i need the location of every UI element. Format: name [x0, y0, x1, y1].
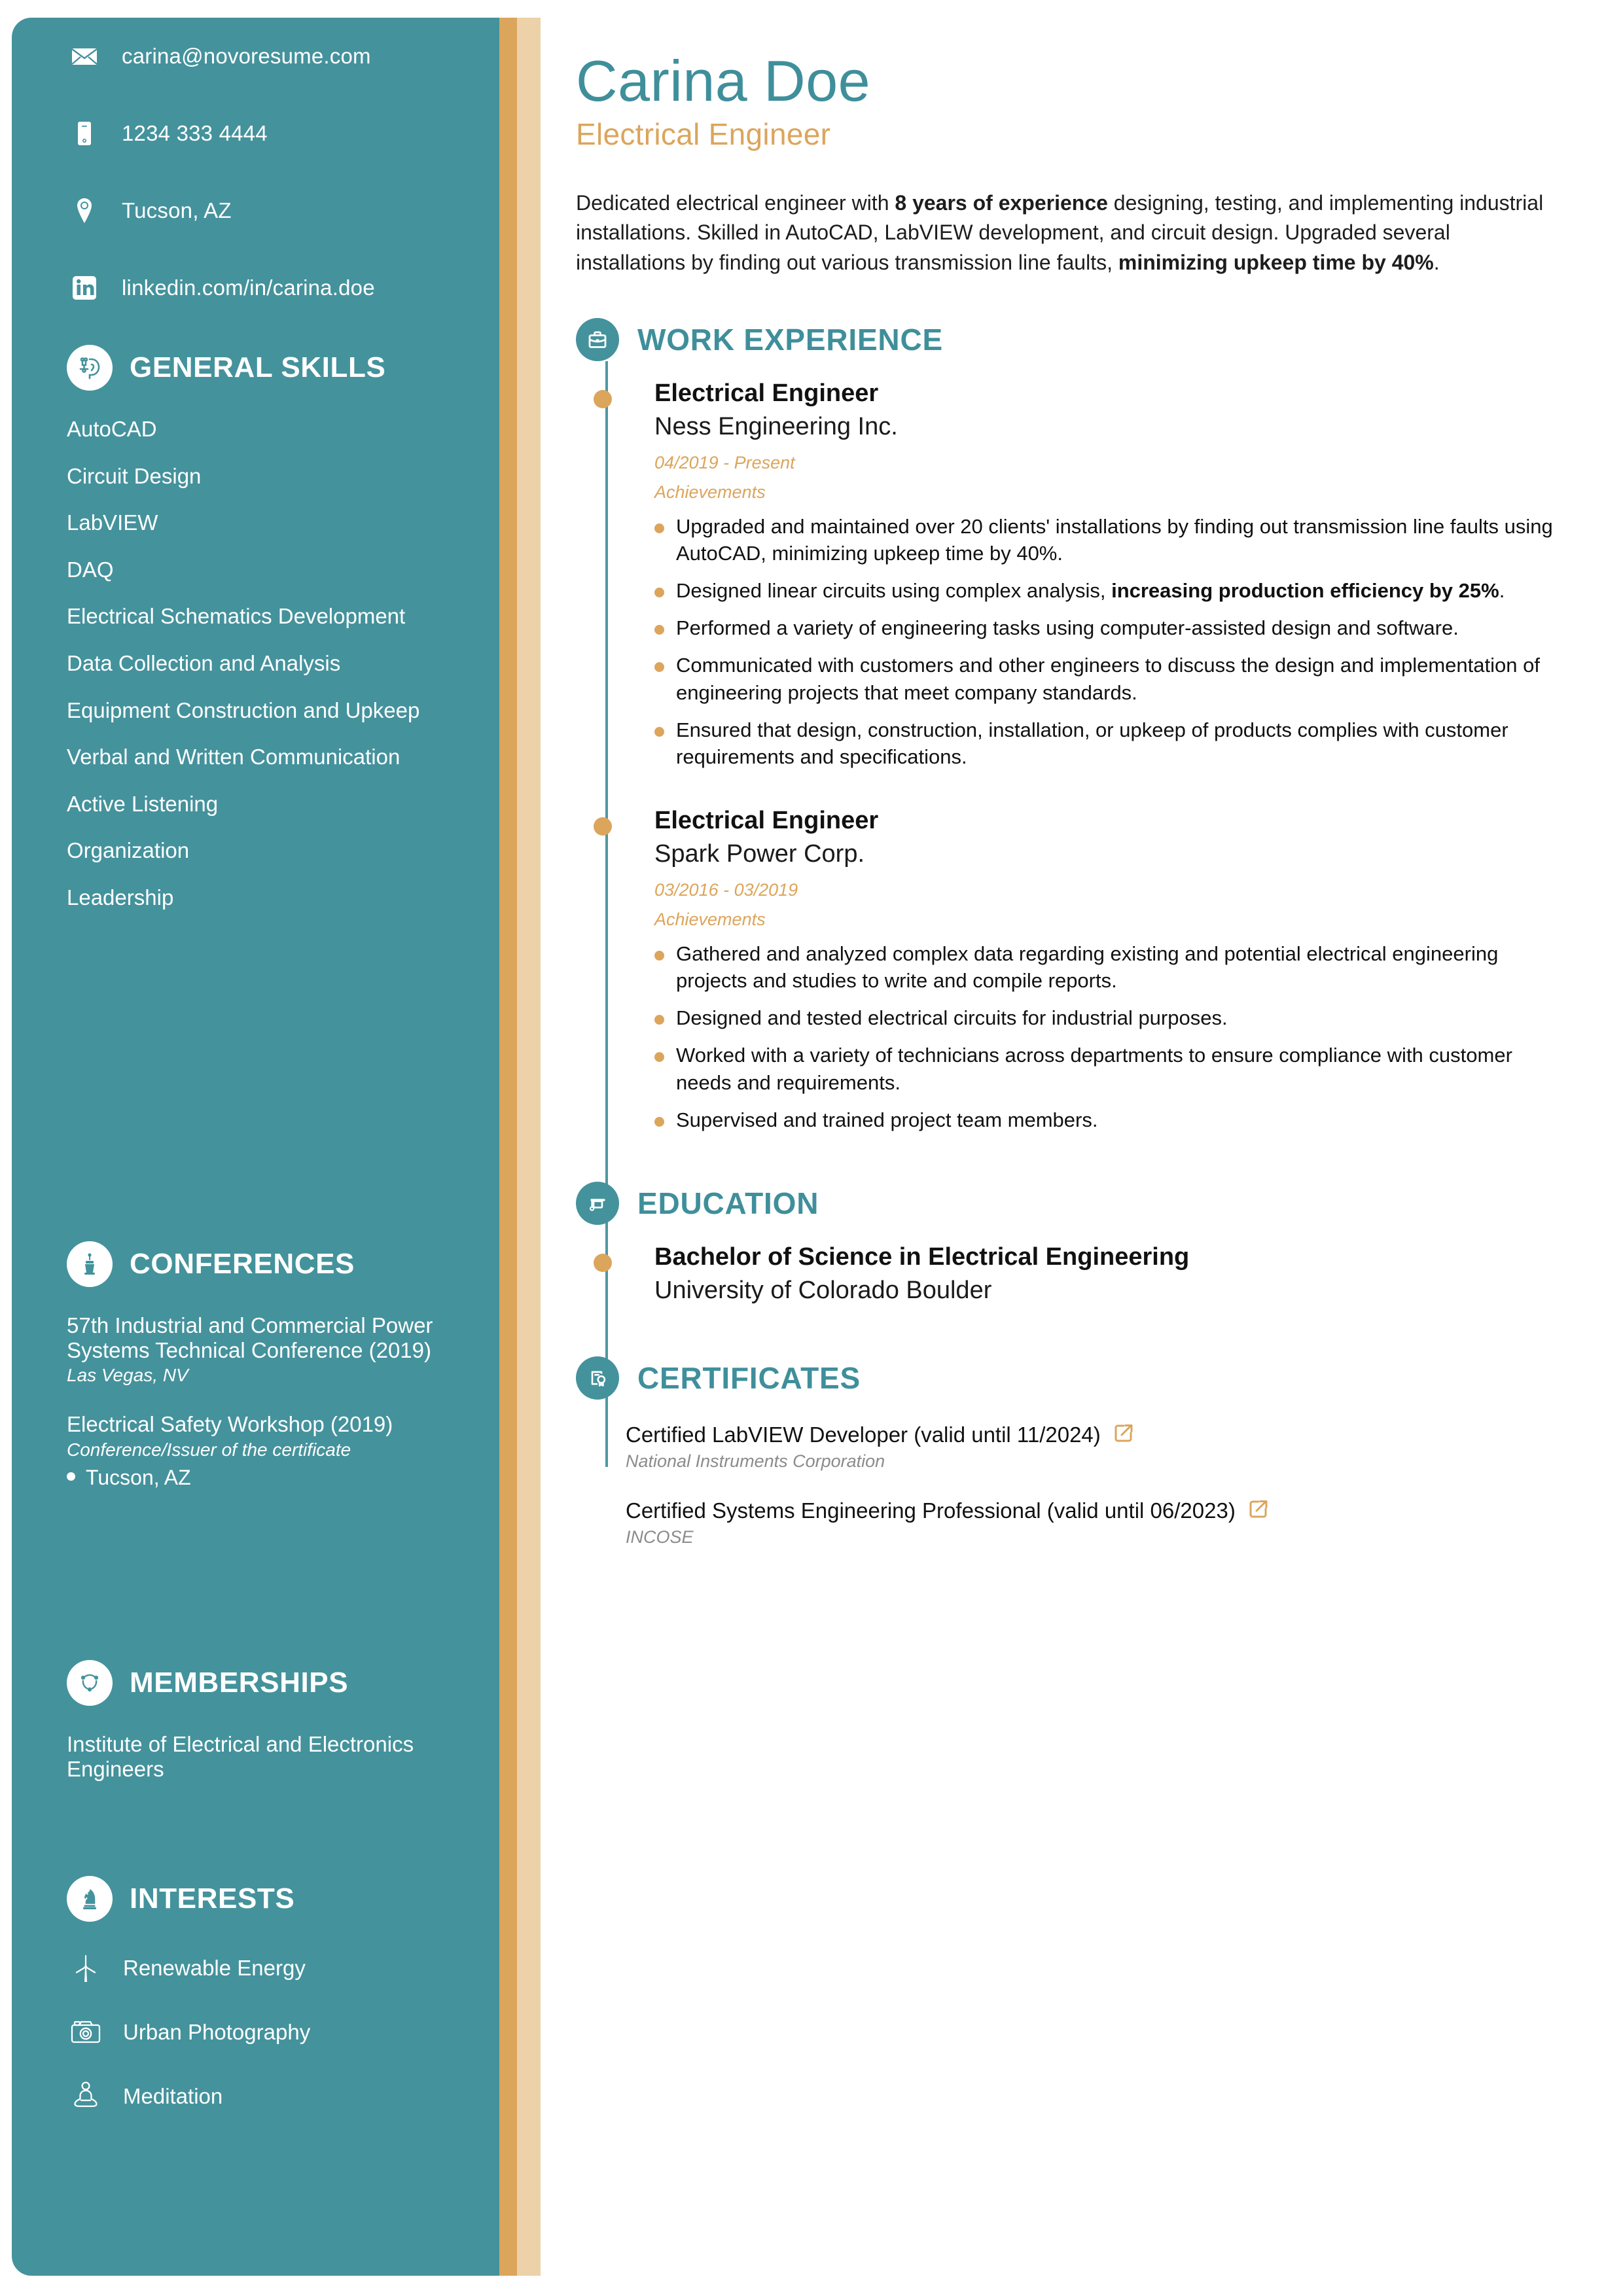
bullet-dot-icon — [654, 625, 664, 635]
graduation-cap-icon — [576, 1182, 619, 1225]
skills-header — [67, 345, 444, 391]
conference-sub: Conference/Issuer of the certificate — [67, 1439, 351, 1460]
interest-label: Urban Photography — [123, 2020, 311, 2044]
accent-stripe-gold — [499, 18, 517, 2276]
timeline-dot-icon — [594, 390, 612, 408]
skill-item: LabVIEW — [67, 510, 158, 535]
certificate-issuer: INCOSE — [626, 1527, 694, 1547]
achievement-text: Ensured that design, construction, installation, or upkeep of products complies with customer requirements and specifications. — [676, 718, 1508, 769]
certificates-header — [576, 1356, 1571, 1400]
sidebar-section-memberships — [12, 1660, 499, 1781]
brain-circuit-icon — [67, 345, 113, 391]
sidebar-section-conferences — [12, 1241, 499, 1490]
interest-item — [67, 2015, 444, 2050]
education-entries-list — [576, 1225, 1571, 1305]
achievement-bullet — [654, 652, 1571, 705]
job-title: Electrical Engineer — [654, 380, 879, 408]
wind-turbine-icon — [67, 1951, 105, 1986]
certificates-title: CERTIFICATES — [637, 1361, 861, 1396]
job-dates: 04/2019 - Present — [654, 452, 795, 472]
skill-item: Organization — [67, 838, 190, 863]
achievements-label: Achievements — [654, 909, 766, 929]
skills-title: GENERAL SKILLS — [130, 351, 386, 384]
camera-icon — [67, 2015, 105, 2050]
work-entry — [654, 361, 1571, 770]
section-education — [576, 1182, 1571, 1305]
sidebar-section-interests — [12, 1876, 499, 2114]
page-title: Carina Doe — [576, 48, 871, 113]
achievement-bullet — [654, 940, 1571, 994]
work-experience-header — [576, 318, 1571, 361]
sidebar-section-skills — [12, 345, 499, 910]
achievement-text: Upgraded and maintained over 20 clients' installations by finding out transmission line faults using AutoCAD, minimizing upkeep time by 40%. — [676, 514, 1553, 565]
membership-item: Institute of Electrical and Electronics Engineers — [67, 1732, 414, 1781]
work-entries-list — [576, 361, 1571, 1133]
contact-text: carina@novoresume.com — [122, 44, 371, 68]
bullet-dot-icon — [654, 523, 664, 533]
conference-item — [67, 1313, 444, 1386]
certificate-name: Certified Systems Engineering Professional (valid until 06/2023) — [626, 1498, 1236, 1523]
certificate-name-row[interactable] — [626, 1498, 1571, 1523]
bullet-dot-icon — [654, 951, 664, 961]
education-title: EDUCATION — [637, 1186, 819, 1220]
certificate-name-row[interactable] — [626, 1422, 1571, 1447]
conference-name: Electrical Safety Workshop (2019) — [67, 1412, 393, 1437]
achievement-text: Gathered and analyzed complex data regarding existing and potential electrical engineering projects and studies to write and compile reports. — [676, 942, 1499, 992]
summary-paragraph: Dedicated electrical engineer with 8 years of experience designing, testing, and implementing industrial installations. Skilled in AutoCAD, LabVIEW development, and circuit design. Upgraded several installations by finding out various transmission line faults, minimizing upkeep time by 40%. — [576, 191, 1544, 274]
envelope-icon — [67, 40, 102, 73]
achievement-bullet — [654, 1004, 1571, 1031]
contact-text: 1234 333 4444 — [122, 121, 268, 145]
achievements-label: Achievements — [654, 482, 766, 502]
achievement-bullet — [654, 614, 1571, 641]
external-link-icon[interactable] — [1113, 1422, 1135, 1447]
certificate-item — [626, 1422, 1571, 1472]
conference-bullet — [67, 1466, 444, 1490]
bullet-dot-icon — [67, 1472, 75, 1481]
timeline-dot-icon — [594, 817, 612, 836]
timeline-dot-icon — [594, 1254, 612, 1272]
contact-row[interactable] — [12, 172, 499, 249]
education-header — [576, 1182, 1571, 1225]
contact-text: linkedin.com/in/carina.doe — [122, 275, 375, 300]
achievement-bullet — [654, 716, 1571, 770]
contact-row[interactable] — [12, 95, 499, 172]
skills-list — [67, 417, 444, 910]
education-entry — [654, 1225, 1571, 1305]
job-dates: 03/2016 - 03/2019 — [654, 879, 798, 900]
certificate-item — [626, 1498, 1571, 1547]
achievement-text: Supervised and trained project team members. — [676, 1108, 1098, 1131]
sidebar — [12, 18, 499, 2276]
interests-list — [67, 1951, 444, 2114]
job-company: Ness Engineering Inc. — [654, 413, 898, 440]
conferences-header — [67, 1241, 444, 1287]
achievement-text: Communicated with customers and other engineers to discuss the design and implementation of engineering projects that meet company standards. — [676, 654, 1540, 704]
job-role-subtitle: Electrical Engineer — [576, 117, 831, 151]
achievement-bullet — [654, 513, 1571, 567]
linkedin-icon — [67, 272, 102, 304]
skill-item: Verbal and Written Communication — [67, 745, 401, 769]
conference-sub: Las Vegas, NV — [67, 1365, 188, 1386]
main-column — [576, 0, 1571, 1547]
podium-icon — [67, 1241, 113, 1287]
conferences-list — [67, 1313, 444, 1490]
location-pin-icon — [67, 194, 102, 227]
memberships-list — [67, 1732, 444, 1781]
interest-label: Meditation — [123, 2084, 223, 2108]
bullet-dot-icon — [654, 662, 664, 672]
interest-item — [67, 1951, 444, 1986]
memberships-header — [67, 1660, 444, 1706]
bullet-dot-icon — [654, 727, 664, 737]
job-company: Spark Power Corp. — [654, 840, 865, 868]
achievement-bullet — [654, 1042, 1571, 1095]
certificate-name: Certified LabVIEW Developer (valid until 11/2024) — [626, 1422, 1101, 1447]
skill-item: Data Collection and Analysis — [67, 651, 341, 676]
interests-header — [67, 1876, 444, 1922]
skill-item: DAQ — [67, 557, 114, 582]
achievement-bullet — [654, 577, 1571, 604]
contact-row[interactable] — [12, 18, 499, 95]
degree-title: Bachelor of Science in Electrical Engineering — [654, 1243, 1190, 1271]
briefcase-icon — [576, 318, 619, 361]
certificate-issuer: National Instruments Corporation — [626, 1451, 885, 1472]
conference-bullet-text: Tucson, AZ — [86, 1466, 191, 1490]
meditation-icon — [67, 2079, 105, 2114]
phone-icon — [67, 117, 102, 150]
bullet-dot-icon — [654, 588, 664, 597]
memberships-title: MEMBERSHIPS — [130, 1667, 349, 1699]
interests-title: INTERESTS — [130, 1882, 295, 1915]
bullet-dot-icon — [654, 1052, 664, 1062]
contact-text: Tucson, AZ — [122, 198, 232, 222]
bullet-dot-icon — [654, 1117, 664, 1127]
skill-item: Equipment Construction and Upkeep — [67, 698, 420, 722]
conference-name: 57th Industrial and Commercial Power Systems Technical Conference (2019) — [67, 1313, 433, 1362]
school-name: University of Colorado Boulder — [654, 1276, 992, 1304]
interest-item — [67, 2079, 444, 2114]
skill-item: Electrical Schematics Development — [67, 604, 406, 629]
chess-knight-icon — [67, 1876, 113, 1922]
network-nodes-icon — [67, 1660, 113, 1706]
conference-item — [67, 1412, 444, 1490]
work-experience-title: WORK EXPERIENCE — [637, 323, 943, 357]
achievement-text: Designed and tested electrical circuits for industrial purposes. — [676, 1006, 1228, 1030]
achievement-text: Performed a variety of engineering tasks using computer-assisted design and software. — [676, 616, 1459, 640]
achievement-bullet — [654, 1106, 1571, 1133]
section-certificates — [576, 1356, 1571, 1547]
external-link-icon[interactable] — [1247, 1498, 1270, 1523]
job-title: Electrical Engineer — [654, 807, 879, 835]
certificates-list — [576, 1400, 1571, 1547]
contact-row[interactable] — [12, 249, 499, 327]
achievement-text: Designed linear circuits using complex analysis, increasing production efficiency by 25%. — [676, 579, 1505, 603]
certificate-icon — [576, 1356, 619, 1400]
bullet-dot-icon — [654, 1015, 664, 1025]
skill-item: AutoCAD — [67, 417, 157, 441]
conferences-title: CONFERENCES — [130, 1248, 355, 1280]
accent-stripe-tan — [517, 18, 541, 2276]
work-entry — [654, 770, 1571, 1133]
skill-item: Leadership — [67, 885, 174, 910]
achievement-text: Worked with a variety of technicians across departments to ensure compliance with customer needs and requirements. — [676, 1044, 1512, 1094]
skill-item: Active Listening — [67, 791, 219, 816]
interest-label: Renewable Energy — [123, 1956, 306, 1980]
section-work-experience — [576, 318, 1571, 1133]
contact-list — [12, 18, 499, 327]
skill-item: Circuit Design — [67, 463, 202, 488]
